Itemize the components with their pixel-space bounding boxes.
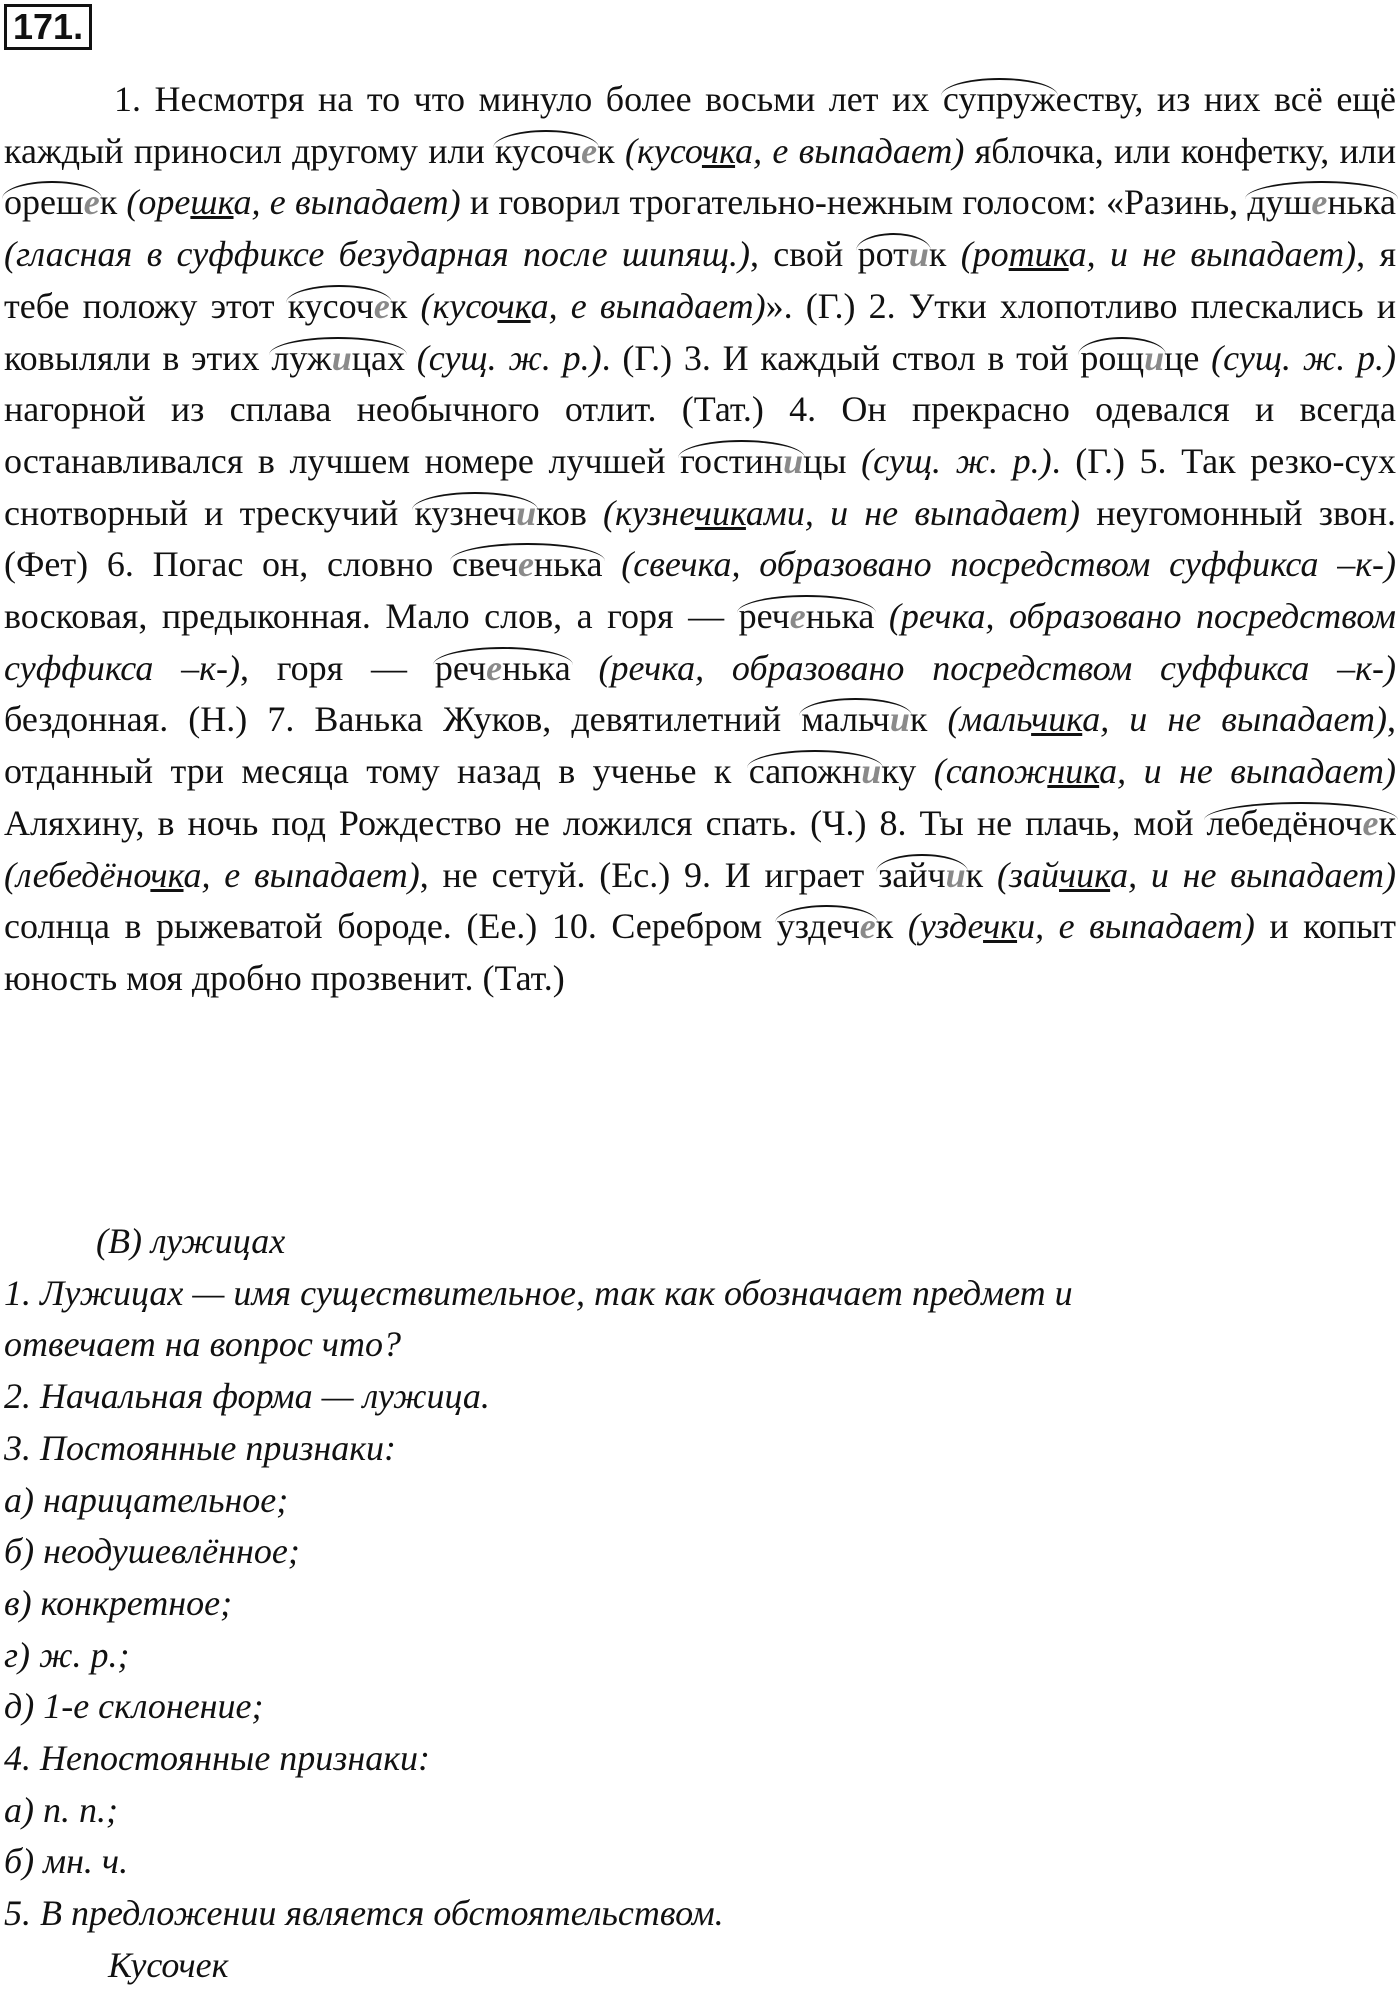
root-arc-word: душенька	[1247, 177, 1396, 229]
parse-line: б) мн. ч.	[4, 1841, 129, 1882]
highlighted-vowel: и	[861, 751, 882, 792]
highlighted-vowel: е	[486, 647, 503, 688]
root-arc-word: кусоче	[288, 281, 390, 333]
annotation: (речка, образовано посредством суффикса –к-)	[598, 647, 1396, 688]
annotation: (кусочка, е выпадает)	[420, 285, 766, 326]
parse-line: а) п. п.;	[4, 1789, 118, 1830]
annotation: (речка, образовано посредством суффикса –к-)	[4, 596, 1396, 688]
root-arc-word: лужицах	[271, 333, 405, 385]
annotation: (орешка, е выпадает)	[126, 182, 461, 223]
highlighted-vowel: е	[859, 906, 876, 947]
root-arc-word: реченька	[739, 591, 875, 643]
parse-line: 1. Лужицах — имя существительное, так как обозначает предмет и	[4, 1272, 1073, 1313]
exercise-text: 1. Несмотря на то что минуло более восьми лет их супружеству, из них всё ещё каждый приносил другому или кусочек (кусочка, е выпадает) яблочка, или конфетку, или орешек (орешка, е выпадает) и говорил трогательно-нежным голосом: «Разинь, душенька (гласная в суффиксе безударная после шипящ.), свой ротик (ротика, и не выпадает), я тебе положу этот кусочек (кусочка, е выпадает)». (Г.) 2. Утки хлопотливо плескались и ковыляли в этих лужицах (сущ. ж. р.). (Г.) 3. И каждый ствол в той рощице (сущ. ж. р.) нагорной из сплава необычного отлит. (Тат.) 4. Он прекрасно одевался и всегда останавливался в лучшем номере лучшей гостиницы (сущ. ж. р.). (Г.) 5. Так резко-сух снотворный и трескучий кузнечиков (кузнечиками, и не выпадает) неугомонный звон. (Фет) 6. Погас он, словно свеченька (свечка, образовано посредством суффикса –к-) восковая, предыконная. Мало слов, а горя — реченька (речка, образовано посредством суффикса –к-), горя — реченька (речка, образовано посредством суффикса –к-) бездонная. (Н.) 7. Ванька Жуков, девятилетний мальчик (мальчика, и не выпадает), отданный три месяца тому назад в ученье к сапожнику (сапожника, и не выпадает) Аляхину, в ночь под Рождество не ложился спать. (Ч.) 8. Ты не плачь, мой лебедёночек (лебедёночка, е выпадает), не сетуй. (Ес.) 9. И играет зайчик (зайчика, и не выпадает) солнца в рыжеватой бороде. (Ее.) 10. Серебром уздечек (уздечки, е выпадает) и копыт юность моя дробно прозвенит. (Тат.)	[4, 74, 1396, 1005]
annotation: (гласная в суффиксе безударная после шипящ.)	[4, 234, 750, 275]
annotation: (сущ. ж. р.)	[416, 337, 602, 378]
parse-line: б) неодушевлённое;	[4, 1531, 300, 1572]
highlighted-vowel: е	[373, 285, 390, 326]
annotation: (зайчика, и не выпадает)	[996, 854, 1397, 895]
highlighted-vowel: и	[516, 492, 537, 533]
highlighted-vowel: е	[1362, 802, 1379, 843]
annotation: (кузнечиками, и не выпадает)	[603, 492, 1081, 533]
exercise-number: 171.	[4, 4, 92, 50]
highlighted-vowel: е	[789, 596, 806, 637]
root-arc-word: лебедёночек	[1206, 798, 1396, 850]
highlighted-vowel: и	[783, 440, 804, 481]
highlighted-vowel: е	[581, 130, 598, 171]
root-arc-word: кузнечи	[414, 488, 536, 540]
highlighted-vowel: е	[83, 182, 100, 223]
annotation: (лебедёночка, е выпадает)	[4, 854, 420, 895]
parse-line: 4. Непостоянные признаки:	[4, 1738, 431, 1779]
root-arc-word: кусоче	[495, 126, 597, 178]
parse-line: 2. Начальная форма — лужица.	[4, 1376, 490, 1417]
highlighted-vowel: е	[517, 544, 534, 585]
parse-line: а) нарицательное;	[4, 1479, 289, 1520]
root-arc-word: роти	[858, 229, 929, 281]
annotation: (мальчика, и не выпадает)	[947, 699, 1388, 740]
highlighted-vowel: и	[908, 234, 929, 275]
highlighted-vowel: е	[1311, 182, 1328, 223]
root-arc-word: ореше	[4, 177, 100, 229]
parse-heading: (В) лужицах	[96, 1221, 286, 1261]
annotation: (сущ. ж. р.)	[1211, 337, 1397, 378]
root-arc-word: уздече	[777, 901, 876, 953]
root-arc-word: сапожни	[749, 746, 881, 798]
parse-line: г) ж. р.;	[4, 1634, 130, 1675]
highlighted-vowel: и	[331, 337, 352, 378]
root-arc-word: мальчи	[801, 694, 910, 746]
annotation: (сапожника, и не выпадает)	[933, 751, 1397, 792]
root-arc-word: супруж	[943, 74, 1056, 126]
morphological-parse	[4, 1216, 1396, 1992]
annotation: (свечка, образовано посредством суффикса –к-)	[621, 544, 1397, 585]
root-arc-word: реченька	[435, 643, 571, 695]
highlighted-vowel: и	[1144, 337, 1165, 378]
annotation: (сущ. ж. р.)	[861, 440, 1052, 481]
root-arc-word: гостини	[680, 436, 803, 488]
parse-line: 5. В предложении является обстоятельством.	[4, 1893, 724, 1934]
annotation: (ротика, и не выпадает)	[960, 234, 1357, 275]
root-arc-word: свеченька	[452, 539, 603, 591]
highlighted-vowel: и	[889, 699, 910, 740]
next-word-heading: Кусочек	[108, 1944, 229, 1985]
highlighted-vowel: и	[945, 854, 966, 895]
annotation: (кусочка, е выпадает)	[624, 130, 965, 171]
parse-line: в) конкретное;	[4, 1582, 233, 1623]
annotation: (уздечки, е выпадает)	[907, 906, 1255, 947]
parse-line: д) 1-е склонение;	[4, 1686, 264, 1727]
parse-line: 3. Постоянные признаки:	[4, 1427, 397, 1468]
root-arc-word: зайчи	[878, 850, 966, 902]
root-arc-word: рощи	[1080, 333, 1164, 385]
parse-line: отвечает на вопрос что?	[4, 1324, 401, 1365]
